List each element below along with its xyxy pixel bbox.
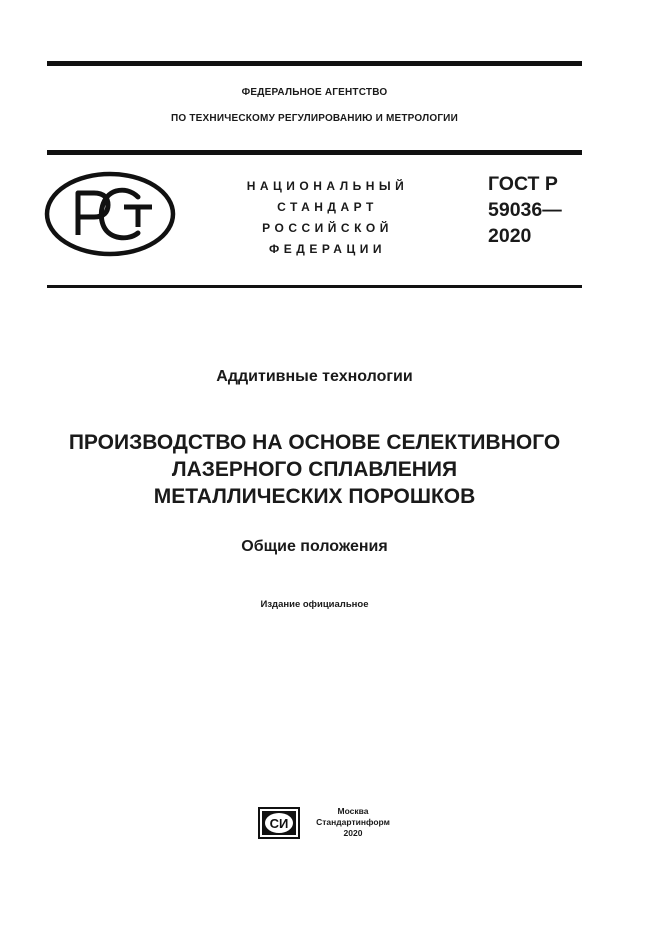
document-subtitle: Аддитивные технологии xyxy=(216,368,413,385)
publisher-logo-text: СИ xyxy=(269,816,289,831)
publisher-city: Москва xyxy=(337,806,369,816)
edition-note: Издание официальное xyxy=(260,599,369,610)
title-line: МЕТАЛЛИЧЕСКИХ ПОРОШКОВ xyxy=(153,485,476,508)
top-divider xyxy=(47,61,582,66)
national-line: НАЦИОНАЛЬНЫЙ xyxy=(246,179,409,193)
gost-line: 59036— xyxy=(488,199,562,221)
national-standard-block xyxy=(215,176,440,260)
title-line: ЛАЗЕРНОГО СПЛАВЛЕНИЯ xyxy=(171,458,458,481)
bottom-divider xyxy=(47,285,582,288)
middle-divider xyxy=(47,150,582,155)
national-line: ФЕДЕРАЦИИ xyxy=(269,242,386,256)
agency-name-line2: ПО ТЕХНИЧЕСКОМУ РЕГУЛИРОВАНИЮ И МЕТРОЛОГИИ xyxy=(171,113,458,124)
gost-designation xyxy=(488,171,562,249)
national-line: СТАНДАРТ xyxy=(277,200,378,214)
title-line: ПРОИЗВОДСТВО НА ОСНОВЕ СЕЛЕКТИВНОГО xyxy=(68,431,561,454)
agency-name-line1: ФЕДЕРАЛЬНОЕ АГЕНТСТВО xyxy=(241,87,388,98)
publisher-year: 2020 xyxy=(343,828,363,838)
rst-certification-mark-icon xyxy=(44,171,176,257)
gost-line: 2020 xyxy=(488,225,532,247)
document-part-title: Общие положения xyxy=(241,538,388,555)
national-line: РОССИЙСКОЙ xyxy=(262,221,393,235)
gost-line: ГОСТ Р xyxy=(488,173,558,195)
document-title xyxy=(47,429,582,510)
standartinform-logo-icon xyxy=(258,807,300,839)
publisher-block xyxy=(306,806,400,839)
publisher-name: Стандартинформ xyxy=(316,817,390,827)
